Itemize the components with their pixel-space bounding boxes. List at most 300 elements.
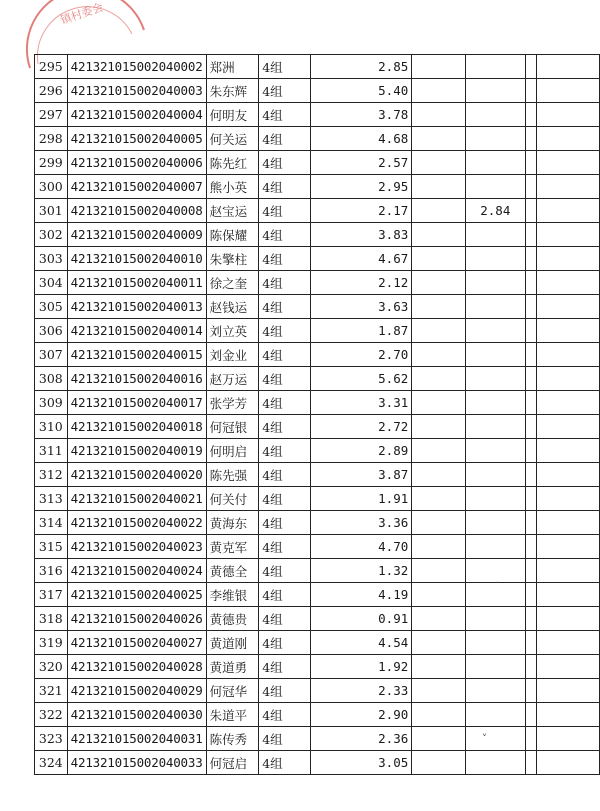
blank-cell (536, 391, 599, 415)
area-cell: 2.70 (310, 343, 411, 367)
blank-cell (525, 127, 536, 151)
row-number-cell: 308 (35, 367, 68, 391)
group-cell: 4组 (259, 751, 311, 775)
area-cell: 0.91 (310, 607, 411, 631)
group-cell: 4组 (259, 247, 311, 271)
blank-cell (536, 487, 599, 511)
row-number-cell: 315 (35, 535, 68, 559)
table-row (35, 679, 600, 703)
area-cell: 3.63 (310, 295, 411, 319)
owner-name-cell: 黄道刚 (206, 631, 259, 655)
group-cell: 4组 (259, 439, 311, 463)
table-row (35, 319, 600, 343)
note-cell (465, 655, 525, 679)
blank-cell (536, 703, 599, 727)
blank-cell (412, 559, 466, 583)
owner-name-cell: 赵宝运 (206, 199, 259, 223)
note-cell (465, 463, 525, 487)
area-cell: 2.33 (310, 679, 411, 703)
blank-cell (412, 583, 466, 607)
area-cell: 5.62 (310, 367, 411, 391)
blank-cell (536, 535, 599, 559)
note-cell (465, 487, 525, 511)
blank-cell (525, 607, 536, 631)
owner-name-cell: 郑洲 (206, 55, 259, 79)
blank-cell (412, 79, 466, 103)
owner-name-cell: 陈保耀 (206, 223, 259, 247)
land-id-cell: 421321015002040028 (67, 655, 206, 679)
group-cell: 4组 (259, 463, 311, 487)
area-cell: 3.36 (310, 511, 411, 535)
land-id-cell: 421321015002040019 (67, 439, 206, 463)
table-row (35, 703, 600, 727)
row-number-cell: 301 (35, 199, 68, 223)
blank-cell (536, 631, 599, 655)
row-number-cell: 319 (35, 631, 68, 655)
row-number-cell: 302 (35, 223, 68, 247)
group-cell: 4组 (259, 703, 311, 727)
group-cell: 4组 (259, 511, 311, 535)
area-cell: 3.78 (310, 103, 411, 127)
land-id-cell: 421321015002040003 (67, 79, 206, 103)
blank-cell (525, 511, 536, 535)
blank-cell (412, 679, 466, 703)
area-cell: 3.05 (310, 751, 411, 775)
blank-cell (525, 583, 536, 607)
blank-cell (536, 583, 599, 607)
table-row (35, 439, 600, 463)
note-cell (465, 751, 525, 775)
blank-cell (536, 271, 599, 295)
row-number-cell: 298 (35, 127, 68, 151)
row-number-cell: 307 (35, 343, 68, 367)
owner-name-cell: 何明友 (206, 103, 259, 127)
blank-cell (536, 79, 599, 103)
table-row (35, 79, 600, 103)
owner-name-cell: 赵钱运 (206, 295, 259, 319)
note-cell (465, 391, 525, 415)
blank-cell (525, 79, 536, 103)
land-id-cell: 421321015002040018 (67, 415, 206, 439)
table-row (35, 727, 600, 751)
land-id-cell: 421321015002040016 (67, 367, 206, 391)
blank-cell (536, 175, 599, 199)
group-cell: 4组 (259, 127, 311, 151)
table-row (35, 391, 600, 415)
blank-cell (525, 703, 536, 727)
blank-cell (536, 151, 599, 175)
owner-name-cell: 黄德全 (206, 559, 259, 583)
blank-cell (536, 367, 599, 391)
blank-cell (536, 559, 599, 583)
table-row (35, 103, 600, 127)
group-cell: 4组 (259, 271, 311, 295)
note-cell (465, 631, 525, 655)
land-id-cell: 421321015002040006 (67, 151, 206, 175)
row-number-cell: 299 (35, 151, 68, 175)
row-number-cell: 318 (35, 607, 68, 631)
group-cell: 4组 (259, 79, 311, 103)
note-cell (465, 79, 525, 103)
note-cell (465, 415, 525, 439)
note-cell (465, 367, 525, 391)
blank-cell (525, 247, 536, 271)
group-cell: 4组 (259, 199, 311, 223)
owner-name-cell: 张学芳 (206, 391, 259, 415)
land-id-cell: 421321015002040027 (67, 631, 206, 655)
land-id-cell: 421321015002040007 (67, 175, 206, 199)
owner-name-cell: 黄海东 (206, 511, 259, 535)
group-cell: 4组 (259, 559, 311, 583)
owner-name-cell: 刘立英 (206, 319, 259, 343)
blank-cell (536, 199, 599, 223)
blank-cell (525, 367, 536, 391)
table-row (35, 655, 600, 679)
blank-cell (412, 727, 466, 751)
row-number-cell: 314 (35, 511, 68, 535)
area-cell: 2.85 (310, 55, 411, 79)
area-cell: 2.12 (310, 271, 411, 295)
owner-name-cell: 陈先红 (206, 151, 259, 175)
owner-name-cell: 何明启 (206, 439, 259, 463)
area-cell: 4.54 (310, 631, 411, 655)
note-cell (465, 535, 525, 559)
area-cell: 1.91 (310, 487, 411, 511)
owner-name-cell: 何关运 (206, 127, 259, 151)
note-cell (465, 727, 525, 751)
blank-cell (536, 223, 599, 247)
row-number-cell: 304 (35, 271, 68, 295)
note-cell (465, 703, 525, 727)
blank-cell (525, 751, 536, 775)
blank-cell (525, 151, 536, 175)
land-id-cell: 421321015002040008 (67, 199, 206, 223)
pen-tick-mark: · (496, 578, 500, 589)
group-cell: 4组 (259, 415, 311, 439)
area-cell: 5.40 (310, 79, 411, 103)
land-id-cell: 421321015002040030 (67, 703, 206, 727)
area-cell: 4.19 (310, 583, 411, 607)
row-number-cell: 324 (35, 751, 68, 775)
row-number-cell: 322 (35, 703, 68, 727)
land-id-cell: 421321015002040017 (67, 391, 206, 415)
group-cell: 4组 (259, 367, 311, 391)
blank-cell (412, 319, 466, 343)
area-cell: 4.67 (310, 247, 411, 271)
note-cell (465, 607, 525, 631)
owner-name-cell: 朱道平 (206, 703, 259, 727)
blank-cell (536, 751, 599, 775)
area-cell: 3.31 (310, 391, 411, 415)
table-row (35, 295, 600, 319)
row-number-cell: 313 (35, 487, 68, 511)
blank-cell (412, 415, 466, 439)
group-cell: 4组 (259, 175, 311, 199)
area-cell: 4.70 (310, 535, 411, 559)
land-id-cell: 421321015002040010 (67, 247, 206, 271)
row-number-cell: 303 (35, 247, 68, 271)
area-cell: 1.92 (310, 655, 411, 679)
owner-name-cell: 熊小英 (206, 175, 259, 199)
group-cell: 4组 (259, 487, 311, 511)
note-cell (465, 223, 525, 247)
table-row (35, 463, 600, 487)
row-number-cell: 306 (35, 319, 68, 343)
row-number-cell: 316 (35, 559, 68, 583)
note-cell (465, 247, 525, 271)
land-id-cell: 421321015002040011 (67, 271, 206, 295)
row-number-cell: 317 (35, 583, 68, 607)
group-cell: 4组 (259, 583, 311, 607)
owner-name-cell: 赵万运 (206, 367, 259, 391)
table-row (35, 559, 600, 583)
note-cell: 2.84 (465, 199, 525, 223)
note-cell (465, 127, 525, 151)
owner-name-cell: 朱擎柱 (206, 247, 259, 271)
table-row (35, 583, 600, 607)
pen-tick-mark: ˅ (482, 734, 487, 745)
svg-text:镇村委会: 镇村委会 (58, 0, 105, 27)
group-cell: 4组 (259, 295, 311, 319)
group-cell: 4组 (259, 343, 311, 367)
land-id-cell: 421321015002040014 (67, 319, 206, 343)
land-id-cell: 421321015002040009 (67, 223, 206, 247)
note-cell (465, 103, 525, 127)
land-id-cell: 421321015002040025 (67, 583, 206, 607)
owner-name-cell: 何冠华 (206, 679, 259, 703)
group-cell: 4组 (259, 535, 311, 559)
row-number-cell: 305 (35, 295, 68, 319)
table-row (35, 343, 600, 367)
note-cell (465, 175, 525, 199)
owner-name-cell: 黄德贵 (206, 607, 259, 631)
blank-cell (412, 751, 466, 775)
table-row (35, 223, 600, 247)
land-id-cell: 421321015002040033 (67, 751, 206, 775)
blank-cell (525, 295, 536, 319)
row-number-cell: 323 (35, 727, 68, 751)
blank-cell (525, 679, 536, 703)
blank-cell (412, 631, 466, 655)
land-ledger-table (34, 54, 600, 775)
owner-name-cell: 刘金业 (206, 343, 259, 367)
group-cell: 4组 (259, 607, 311, 631)
blank-cell (525, 103, 536, 127)
blank-cell (536, 679, 599, 703)
table-row (35, 415, 600, 439)
blank-cell (412, 175, 466, 199)
note-cell (465, 295, 525, 319)
note-cell (465, 439, 525, 463)
blank-cell (412, 247, 466, 271)
land-id-cell: 421321015002040004 (67, 103, 206, 127)
group-cell: 4组 (259, 319, 311, 343)
blank-cell (412, 511, 466, 535)
note-cell (465, 343, 525, 367)
blank-cell (536, 55, 599, 79)
blank-cell (525, 631, 536, 655)
table-row (35, 151, 600, 175)
area-cell: 2.89 (310, 439, 411, 463)
row-number-cell: 295 (35, 55, 68, 79)
blank-cell (536, 127, 599, 151)
blank-cell (525, 655, 536, 679)
owner-name-cell: 徐之奎 (206, 271, 259, 295)
blank-cell (412, 391, 466, 415)
owner-name-cell: 何关付 (206, 487, 259, 511)
table-row (35, 751, 600, 775)
table-row (35, 607, 600, 631)
blank-cell (412, 271, 466, 295)
area-cell: 2.90 (310, 703, 411, 727)
group-cell: 4组 (259, 103, 311, 127)
note-cell (465, 511, 525, 535)
land-id-cell: 421321015002040026 (67, 607, 206, 631)
blank-cell (412, 487, 466, 511)
blank-cell (525, 559, 536, 583)
table-row (35, 175, 600, 199)
owner-name-cell: 何冠启 (206, 751, 259, 775)
area-cell: 2.36 (310, 727, 411, 751)
owner-name-cell: 陈先强 (206, 463, 259, 487)
blank-cell (536, 343, 599, 367)
blank-cell (536, 247, 599, 271)
blank-cell (525, 175, 536, 199)
row-number-cell: 311 (35, 439, 68, 463)
blank-cell (525, 439, 536, 463)
area-cell: 3.87 (310, 463, 411, 487)
row-number-cell: 320 (35, 655, 68, 679)
note-cell (465, 151, 525, 175)
land-id-cell: 421321015002040020 (67, 463, 206, 487)
blank-cell (536, 655, 599, 679)
blank-cell (536, 727, 599, 751)
land-id-cell: 421321015002040023 (67, 535, 206, 559)
land-id-cell: 421321015002040031 (67, 727, 206, 751)
land-id-cell: 421321015002040022 (67, 511, 206, 535)
blank-cell (525, 271, 536, 295)
note-cell (465, 679, 525, 703)
group-cell: 4组 (259, 679, 311, 703)
blank-cell (536, 463, 599, 487)
group-cell: 4组 (259, 631, 311, 655)
blank-cell (412, 367, 466, 391)
area-cell: 2.57 (310, 151, 411, 175)
blank-cell (412, 103, 466, 127)
blank-cell (525, 463, 536, 487)
blank-cell (412, 703, 466, 727)
owner-name-cell: 何冠银 (206, 415, 259, 439)
blank-cell (412, 655, 466, 679)
blank-cell (525, 199, 536, 223)
group-cell: 4组 (259, 655, 311, 679)
table-row (35, 55, 600, 79)
area-cell: 2.72 (310, 415, 411, 439)
blank-cell (412, 463, 466, 487)
area-cell: 2.17 (310, 199, 411, 223)
blank-cell (525, 535, 536, 559)
area-cell: 3.83 (310, 223, 411, 247)
area-cell: 4.68 (310, 127, 411, 151)
group-cell: 4组 (259, 151, 311, 175)
blank-cell (412, 343, 466, 367)
blank-cell (525, 391, 536, 415)
blank-cell (525, 487, 536, 511)
land-id-cell: 421321015002040005 (67, 127, 206, 151)
blank-cell (412, 223, 466, 247)
blank-cell (412, 151, 466, 175)
group-cell: 4组 (259, 55, 311, 79)
row-number-cell: 312 (35, 463, 68, 487)
owner-name-cell: 黄克军 (206, 535, 259, 559)
table-row (35, 199, 600, 223)
area-cell: 2.95 (310, 175, 411, 199)
table-row (35, 535, 600, 559)
owner-name-cell: 朱东辉 (206, 79, 259, 103)
blank-cell (412, 607, 466, 631)
table-row (35, 367, 600, 391)
land-id-cell: 421321015002040029 (67, 679, 206, 703)
table-row (35, 247, 600, 271)
blank-cell (536, 103, 599, 127)
land-id-cell: 421321015002040013 (67, 295, 206, 319)
blank-cell (412, 127, 466, 151)
row-number-cell: 296 (35, 79, 68, 103)
blank-cell (536, 319, 599, 343)
table-row (35, 631, 600, 655)
blank-cell (412, 295, 466, 319)
blank-cell (536, 607, 599, 631)
note-cell (465, 271, 525, 295)
blank-cell (525, 319, 536, 343)
blank-cell (536, 439, 599, 463)
blank-cell (412, 535, 466, 559)
group-cell: 4组 (259, 727, 311, 751)
group-cell: 4组 (259, 223, 311, 247)
row-number-cell: 300 (35, 175, 68, 199)
blank-cell (525, 223, 536, 247)
note-cell (465, 319, 525, 343)
land-id-cell: 421321015002040002 (67, 55, 206, 79)
table-row (35, 487, 600, 511)
group-cell: 4组 (259, 391, 311, 415)
note-cell (465, 55, 525, 79)
table-row (35, 127, 600, 151)
table-row (35, 511, 600, 535)
area-cell: 1.87 (310, 319, 411, 343)
owner-name-cell: 李维银 (206, 583, 259, 607)
land-id-cell: 421321015002040021 (67, 487, 206, 511)
blank-cell (412, 439, 466, 463)
blank-cell (412, 199, 466, 223)
blank-cell (412, 55, 466, 79)
row-number-cell: 309 (35, 391, 68, 415)
blank-cell (536, 295, 599, 319)
land-id-cell: 421321015002040015 (67, 343, 206, 367)
owner-name-cell: 陈传秀 (206, 727, 259, 751)
row-number-cell: 297 (35, 103, 68, 127)
area-cell: 1.32 (310, 559, 411, 583)
blank-cell (525, 727, 536, 751)
blank-cell (536, 511, 599, 535)
table-row (35, 271, 600, 295)
row-number-cell: 321 (35, 679, 68, 703)
blank-cell (525, 343, 536, 367)
blank-cell (536, 415, 599, 439)
blank-cell (525, 55, 536, 79)
land-id-cell: 421321015002040024 (67, 559, 206, 583)
owner-name-cell: 黄道勇 (206, 655, 259, 679)
